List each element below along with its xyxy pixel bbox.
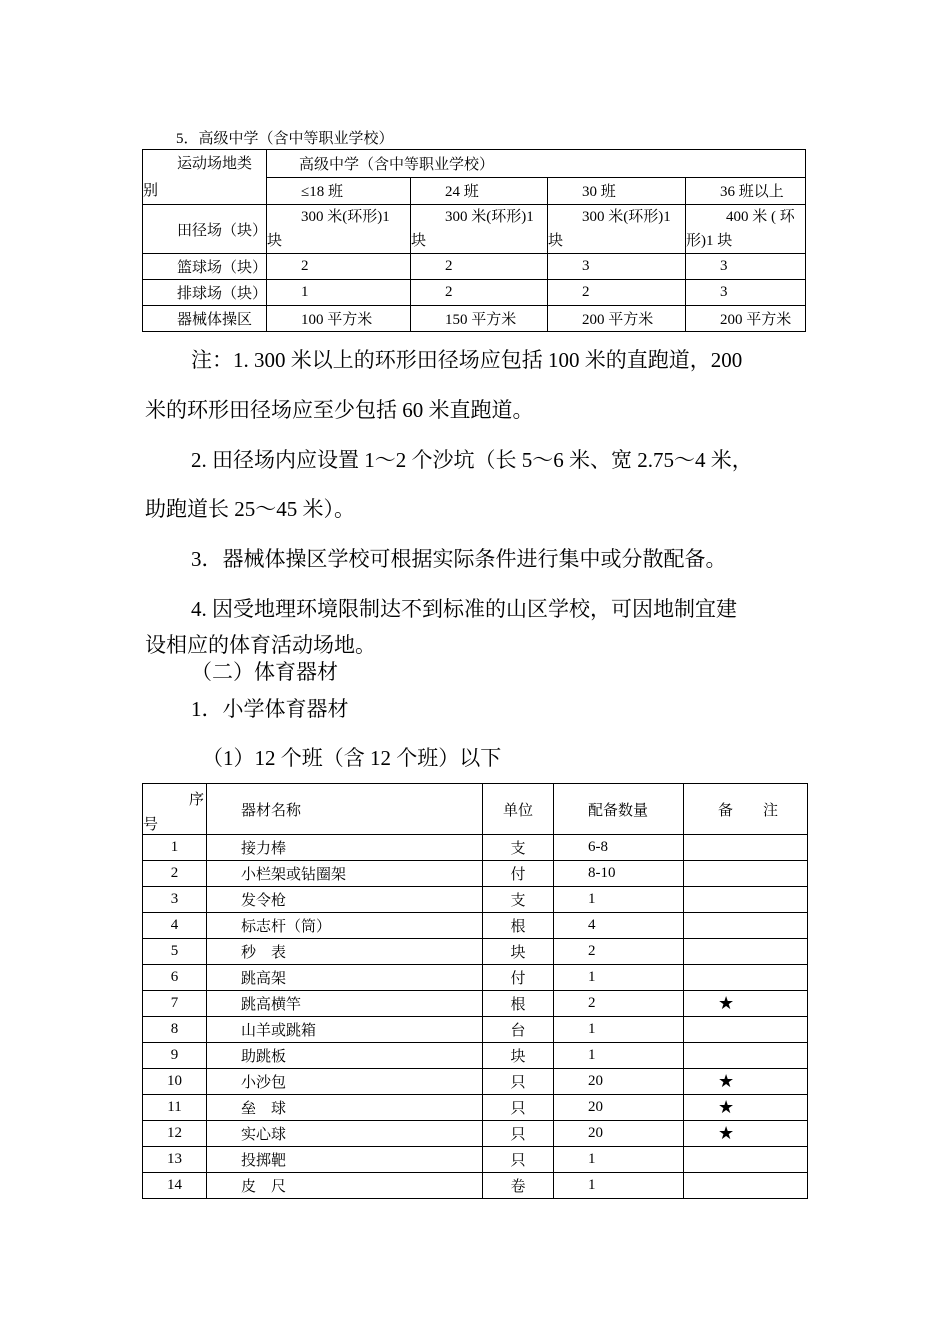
table-cell: 1 [267, 280, 411, 306]
note-1-line-2: 米的环形田径场应至少包括 60 米直跑道。 [145, 398, 534, 422]
unit: 只 [483, 1069, 554, 1095]
equipment-name: 小沙包 [207, 1069, 483, 1095]
unit: 根 [483, 991, 554, 1017]
unit: 块 [483, 1043, 554, 1069]
unit: 卷 [483, 1173, 554, 1199]
table-row [143, 887, 808, 913]
section-title: 5．高级中学（含中等职业学校） [176, 131, 394, 147]
table-cell: 2 [411, 254, 548, 280]
note-1-line-1: 注：1. 300 米以上的环形田径场应包括 100 米的直跑道，200 [191, 348, 743, 372]
note-cell: ★ [684, 1095, 808, 1121]
table-row [143, 1121, 808, 1147]
col-header: ≤18 班 [267, 177, 411, 205]
quantity: 8-10 [554, 861, 684, 887]
row-label: 田径场（块） [143, 205, 267, 254]
table-cell: 3 [686, 254, 806, 280]
row-number: 12 [143, 1121, 207, 1147]
quantity: 20 [554, 1121, 684, 1147]
corner-header [143, 150, 267, 205]
table-cell [686, 205, 806, 254]
table-row [143, 861, 808, 887]
quantity: 2 [554, 991, 684, 1017]
cell-line: 块 [548, 233, 564, 249]
quantity: 1 [554, 1173, 684, 1199]
table-row [143, 913, 808, 939]
note-cell [684, 835, 808, 861]
equipment-name: 发令枪 [207, 887, 483, 913]
equipment-name: 山羊或跳箱 [207, 1017, 483, 1043]
row-number: 4 [143, 913, 207, 939]
table-cell [411, 205, 548, 254]
sports-field-table [142, 149, 806, 332]
cell-line: 300 米(环形)1 [301, 209, 390, 225]
quantity: 1 [554, 965, 684, 991]
row-label: 篮球场（块） [143, 254, 267, 280]
row-number: 10 [143, 1069, 207, 1095]
unit: 支 [483, 835, 554, 861]
note-2-line-1: 2. 田径场内应设置 1～2 个沙坑（长 5～6 米、宽 2.75～4 米， [191, 448, 753, 472]
note-cell [684, 1043, 808, 1069]
table-cell [548, 205, 686, 254]
table-row [143, 1017, 808, 1043]
unit: 只 [483, 1095, 554, 1121]
quantity: 4 [554, 913, 684, 939]
header-no-line1: 序 [188, 792, 204, 808]
note-cell [684, 965, 808, 991]
row-number: 5 [143, 939, 207, 965]
equipment-name: 皮 尺 [207, 1173, 483, 1199]
note-cell [684, 1017, 808, 1043]
equipment-table [142, 783, 808, 1199]
equipment-name: 助跳板 [207, 1043, 483, 1069]
cell-line: 400 米 ( 环 [726, 209, 795, 225]
header-name: 器材名称 [207, 784, 483, 835]
corner-header-line1: 运动场地类 [177, 156, 253, 172]
cell-line: 300 米(环形)1 [445, 209, 534, 225]
note-4-line-1: 4. 因受地理环境限制达不到标准的山区学校，可因地制宜建 [191, 597, 737, 621]
unit: 只 [483, 1121, 554, 1147]
row-number: 8 [143, 1017, 207, 1043]
cell-line: 块 [411, 233, 427, 249]
quantity: 20 [554, 1069, 684, 1095]
header-unit: 单位 [483, 784, 554, 835]
table-row [143, 991, 808, 1017]
row-number: 13 [143, 1147, 207, 1173]
note-cell [684, 939, 808, 965]
section-heading: （二）体育器材 [191, 660, 338, 684]
note-cell [684, 887, 808, 913]
note-4-line-2: 设相应的体育活动场地。 [145, 633, 376, 657]
note-2-line-2: 助跑道长 25～45 米）。 [145, 497, 355, 521]
table-row [143, 1173, 808, 1199]
note-cell: ★ [684, 991, 808, 1017]
row-number: 7 [143, 991, 207, 1017]
row-label: 器械体操区 [143, 306, 267, 332]
row-number: 2 [143, 861, 207, 887]
table-cell: 100 平方米 [267, 306, 411, 332]
equipment-name: 小栏架或钻圈架 [207, 861, 483, 887]
table-cell: 3 [686, 280, 806, 306]
note-cell [684, 1173, 808, 1199]
note-3: 3．器械体操区学校可根据实际条件进行集中或分散配备。 [191, 547, 727, 571]
equipment-name: 秒 表 [207, 939, 483, 965]
table-row [143, 835, 808, 861]
table-cell: 150 平方米 [411, 306, 548, 332]
equipment-name: 垒 球 [207, 1095, 483, 1121]
equipment-name: 跳高横竿 [207, 991, 483, 1017]
table-cell: 200 平方米 [686, 306, 806, 332]
corner-header-line2: 别 [143, 183, 159, 199]
unit: 根 [483, 913, 554, 939]
unit: 只 [483, 1147, 554, 1173]
row-number: 9 [143, 1043, 207, 1069]
quantity: 2 [554, 939, 684, 965]
cell-line: 块 [267, 233, 283, 249]
note-cell: ★ [684, 1121, 808, 1147]
quantity: 1 [554, 887, 684, 913]
quantity: 1 [554, 1017, 684, 1043]
quantity: 1 [554, 1147, 684, 1173]
note-cell [684, 861, 808, 887]
table-heading: （1）12 个班（含 12 个班）以下 [202, 746, 502, 770]
equipment-name: 接力棒 [207, 835, 483, 861]
unit: 支 [483, 887, 554, 913]
row-number: 14 [143, 1173, 207, 1199]
unit: 付 [483, 965, 554, 991]
table-cell: 3 [548, 254, 686, 280]
table-cell: 2 [267, 254, 411, 280]
row-number: 6 [143, 965, 207, 991]
row-number: 11 [143, 1095, 207, 1121]
header-no [143, 784, 207, 835]
note-cell: ★ [684, 1069, 808, 1095]
note-cell [684, 1147, 808, 1173]
table-row [143, 939, 808, 965]
table-cell: 2 [411, 280, 548, 306]
equipment-name: 实心球 [207, 1121, 483, 1147]
header-qty: 配备数量 [554, 784, 684, 835]
col-header: 36 班以上 [686, 177, 806, 205]
col-header: 30 班 [548, 177, 686, 205]
table-cell: 2 [548, 280, 686, 306]
table-row [143, 1069, 808, 1095]
table-row [143, 1147, 808, 1173]
table-row [143, 1095, 808, 1121]
quantity: 20 [554, 1095, 684, 1121]
col-header: 24 班 [411, 177, 548, 205]
note-cell [684, 913, 808, 939]
unit: 付 [483, 861, 554, 887]
cell-line: 形)1 块 [686, 233, 733, 249]
table-row [143, 965, 808, 991]
header-note: 备 注 [684, 784, 808, 835]
cell-line: 300 米(环形)1 [582, 209, 671, 225]
equipment-name: 跳高架 [207, 965, 483, 991]
equipment-name: 标志杆（筒） [207, 913, 483, 939]
quantity: 6-8 [554, 835, 684, 861]
equipment-name: 投掷靶 [207, 1147, 483, 1173]
unit: 台 [483, 1017, 554, 1043]
group-header: 高级中学（含中等职业学校） [267, 150, 806, 178]
row-number: 1 [143, 835, 207, 861]
quantity: 1 [554, 1043, 684, 1069]
subsection-heading: 1．小学体育器材 [191, 697, 349, 721]
table-cell [267, 205, 411, 254]
row-label: 排球场（块） [143, 280, 267, 306]
row-number: 3 [143, 887, 207, 913]
header-no-line2: 号 [143, 817, 159, 833]
table-row [143, 1043, 808, 1069]
unit: 块 [483, 939, 554, 965]
table-cell: 200 平方米 [548, 306, 686, 332]
